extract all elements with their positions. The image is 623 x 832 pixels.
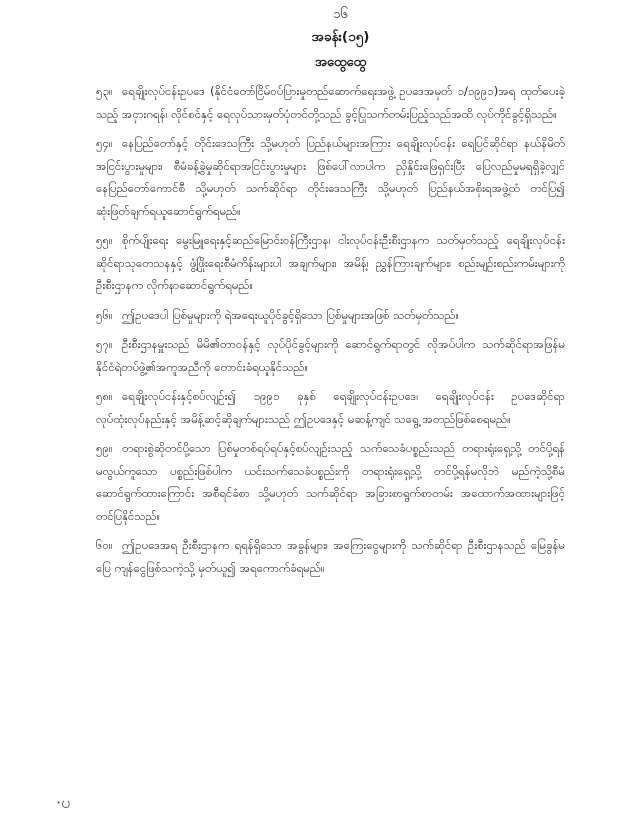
handwritten-footer-mark: ·ပ [56,793,71,812]
sections-list [96,80,565,579]
section-text: တရားစွဲဆိုတင်ပို့သော ပြစ်မှုတစ်ရပ်ရပ်နှင့်စပ်လျဉ်းသည့် သက်သေခံပစ္စည်းသည် တရားရုံးရှေ့သို့ တင်ပို့ရန်မလွယ်ကူသော ပစ္စည်းဖြစ်ပါက ယင်းသက်သေခံပစ္စည်းကို တရားရုံးရှေ့သို့ တင်ပို့ရန်မလိုဘဲ မည်ကဲ့သို့စီမံဆောင်ရွက်ထားကြောင်း အစီရင်ခံစာ သို့မဟုတ် သက်ဆိုင်ရာ အခြားစာရွက်စာတမ်း အထောက်အထားများဖြင့် တင်ပြနိုင်သည်။ [96,441,565,523]
section-number: ၅၉။ [96,441,113,455]
section-text: စိုက်ပျိုးရေး မွေးမြူရေးနှင့်ဆည်မြောင်းဝန်ကြီးဌာန၊ ငါးလုပ်ငန်းဦးစီးဌာနက သတ်မှတ်သည့် ရေချိုးလုပ်ငန်းဆိုင်ရာသုတေသနနှင့် ဖွံ့ဖြိုးရေးစီမံကိန်းများပါ အချက်များ၊ အမိန့်၊ ညွှန်ကြားချက်များ၊ စည်းမျဉ်းစည်းကမ်းများကို ဦးစီးဌာနက လိုက်နာဆောင်ရွက်ရမည်။ [96,233,565,292]
section-number: ၅၅။ [96,233,113,247]
section-text: ရေချိုးလုပ်ငန်းနှင့်စပ်လျဉ်း၍ ၁၉၉၁ ခုနှစ် ရေချိုးလုပ်ငန်းဥပဒေ၊ ရေချိုးလုပ်ငန်း ဥပဒေဆိုင်ရာ လုပ်ထုံးလုပ်နည်းနှင့် အမိန့်ဆင့်ဆိုချက်များသည် ဤဥပဒေနှင့် မဆန့်ကျင် သရွေ့ အတည်ဖြစ်စေရမည်။ [96,389,565,426]
section-text: ဤဥပဒေပါ ပြစ်မှုများကို ရဲအရေးယူပိုင်ခွင့်ရှိသော ပြစ်မှုများအဖြစ် သတ်မှတ်သည်။ [122,307,459,322]
section-title: အထွေထွေ [314,55,367,70]
section-number: ၅၄။ [96,136,113,150]
section-number: ၆၀။ [96,538,113,552]
section-60 [96,534,565,579]
section-55 [96,229,565,297]
section-57 [96,333,565,378]
section-56 [96,304,565,327]
section-53 [96,80,565,125]
section-text: ရေချိုးလုပ်ငန်းဥပဒေ (နိုင်ငံတော်ငြိမ်ဝပ်ပြားမှုတည်ဆောက်ရေးအဖွဲ့ ဥပဒေအမှတ် ၁/၁၉၉၁)အရ ထုတ်ပေးခဲ့သည့် အငှားဂရန်၊ လိုင်စင်နှင့် ရေလုပ်သားမှတ်ပုံတင်တို့သည် ခွင့်ပြုသက်တမ်းပြည့်သည်အထိ လုပ်ကိုင်ခွင့်ရှိသည်။ [96,84,565,121]
section-number: ၅၃။ [96,84,113,98]
section-58 [96,385,565,430]
section-text: ဦးစီးဌာနမှူးသည် မိမိ၏တာဝန်နှင့် လုပ်ပိုင်ခွင့်များကို ဆောင်ရွက်ရာတွင် လိုအပ်ပါက သက်ဆိုင်ရာအဖြန်မနိုင်ငံရဲတပ်ဖွဲ့၏အကူအညီကို တောင်းခံရယူနိုင်သည်။ [96,337,565,374]
section-54 [96,132,565,222]
section-59 [96,437,565,527]
section-number: ၅၇။ [96,337,113,351]
section-text: ဤဥပဒေအရ ဦးစီးဌာနက ရရန်ရှိသော အခွန်များ၊ အကြေးငွေများကို သက်ဆိုင်ရာ ဦးစီးဌာနသည် မြေခွန်မပြေ ကျန်ငွေဖြစ်သကဲ့သို့ မှတ်ယူ၍ အရကောက်ခံရမည်။ [96,538,565,575]
section-number: ၅၆။ [96,307,113,322]
section-text: နေပြည်တော်နှင့် တိုင်းဒေသကြီး သို့မဟုတ် ပြည်နယ်များအကြား ရေချိုးလုပ်ငန်း ရေပြင်ဆိုင်ရာ နယ်နိမိတ်အငြင်းပွားမှုများ၊ စီမံခန့်ခွဲမှုဆိုင်ရာအငြင်းပွားမှုများ ဖြစ်ပေါ်လာပါက ညှိနှိုင်းဖြေရှင်းပြီး ပြေလည်မှုမရရှိခဲ့လျှင် နေပြည်တော်ကောင်စီ သို့မဟုတ် သက်ဆိုင်ရာ တိုင်းဒေသကြီး သို့မဟုတ် ပြည်နယ်အစိုးရအဖွဲ့ထံ တင်ပြ၍ ဆုံးဖြတ်ချက်ရယူဆောင်ရွက်ရမည်။ [96,136,565,218]
section-number: ၅၈။ [96,389,113,403]
page-number: ၁၆ [333,7,348,22]
chapter-heading: အခန်း(၁၅) [311,29,370,45]
